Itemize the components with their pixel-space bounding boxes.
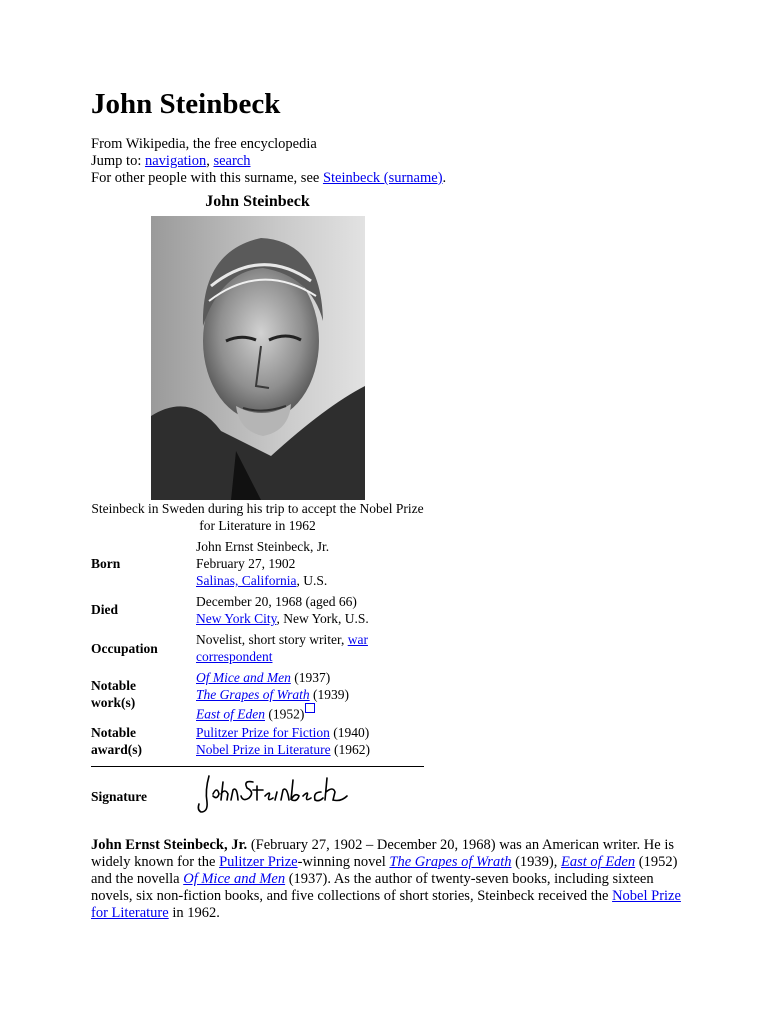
lead-nobel-prize-link[interactable]: Nobel Prize for Literature [91, 888, 681, 921]
grapes-of-wrath-link[interactable]: The Grapes of Wrath [196, 687, 310, 702]
infobox-divider [91, 766, 424, 767]
jump-navigation-link[interactable]: navigation [144, 153, 207, 169]
jump-to-line [91, 153, 711, 170]
pulitzer-prize-link[interactable]: Pulitzer Prize [219, 854, 298, 870]
salinas-link[interactable]: Salinas, California [196, 573, 297, 588]
work3-year: (1952) [265, 706, 305, 722]
hatnote-suffix: . [442, 170, 447, 186]
birth-date: February 27, 1902 [196, 556, 296, 571]
birth-place-suffix: , U.S. [296, 573, 328, 588]
occupation-text: Novelist, short story writer, [196, 632, 348, 647]
infobox-row-occupation [91, 631, 424, 667]
from-wikipedia-text: From Wikipedia, the free encyclopedia [91, 136, 317, 152]
awards-label-line2: award(s) [91, 742, 142, 757]
works-label-line2: work(s) [91, 695, 136, 710]
works-value [196, 669, 424, 723]
occupation-value [196, 631, 424, 665]
lead-text-2: -winning novel [297, 854, 390, 870]
died-value [196, 593, 424, 627]
work2-year: (1939) [309, 687, 350, 702]
lead-of-mice-and-men-link[interactable]: Of Mice and Men [183, 871, 286, 887]
hatnote-text: For other people with this surname, see [91, 170, 323, 186]
of-mice-and-men-link[interactable]: Of Mice and Men [196, 670, 291, 685]
intro-block [91, 136, 711, 187]
lead-east-of-eden-link[interactable]: East of Eden [561, 854, 636, 870]
awards-value [196, 724, 424, 758]
citation-icon[interactable] [305, 703, 315, 713]
death-place-suffix: , New York, U.S. [276, 611, 369, 626]
died-label: Died [91, 602, 118, 617]
awards-label [91, 724, 191, 758]
born-value [196, 538, 424, 589]
lead-text-3: (1939), [511, 854, 562, 870]
infobox-row-born [91, 538, 424, 590]
occupation-label: Occupation [91, 641, 158, 656]
lead-paragraph [91, 837, 681, 922]
lead-text-4: (1952) and the novella [91, 854, 678, 887]
award1-year: (1940) [329, 725, 370, 740]
birth-place [196, 572, 424, 589]
award2-year: (1962) [330, 742, 370, 757]
birth-name: John Ernst Steinbeck, Jr. [196, 539, 330, 554]
infobox-row-awards [91, 724, 424, 760]
new-york-city-link[interactable]: New York City [196, 611, 277, 626]
work1-year: (1937) [290, 670, 331, 685]
works-label [91, 677, 191, 711]
infobox-row-works [91, 669, 424, 722]
death-place [196, 610, 424, 627]
born-label: Born [91, 556, 121, 571]
portrait-image [151, 216, 365, 500]
war-correspondent-link-1[interactable]: war [347, 632, 368, 647]
jump-to-label: Jump to: [91, 153, 145, 169]
jump-search-link[interactable]: search [213, 153, 251, 169]
nobel-prize-literature-link[interactable]: Nobel Prize in Literature [196, 742, 331, 757]
lead-grapes-of-wrath-link[interactable]: The Grapes of Wrath [389, 854, 512, 870]
lead-text-1: (February 27, 1902 – December 20, 1968) was an American writer. He is widely known for the [91, 837, 675, 870]
hatnote [91, 170, 711, 187]
lead-bold-name: John Ernst Steinbeck, Jr. [91, 837, 248, 853]
lead-text-5: (1937). As the author of twenty-seven books, including sixteen novels, six non-fiction books, and five collections of short stories, Steinbeck received the [91, 871, 654, 904]
infobox-title: John Steinbeck [205, 193, 310, 210]
lead-text-6: in 1962. [168, 905, 220, 921]
death-date: December 20, 1968 (aged 66) [196, 594, 357, 609]
portrait-photo[interactable] [151, 216, 365, 500]
awards-label-line1: Notable [91, 725, 136, 740]
photo-caption: Steinbeck in Sweden during his trip to accept the Nobel Prize for Literature in 1962 [91, 501, 424, 533]
pulitzer-prize-fiction-link[interactable]: Pulitzer Prize for Fiction [196, 725, 330, 740]
steinbeck-surname-link[interactable]: Steinbeck (surname) [322, 170, 443, 186]
signature-image[interactable] [195, 772, 355, 816]
east-of-eden-link[interactable]: East of Eden [196, 706, 265, 722]
infobox-row-died [91, 593, 424, 629]
page-title: John Steinbeck [91, 88, 281, 120]
works-label-line1: Notable [91, 678, 136, 693]
signature-label: Signature [91, 789, 148, 804]
jump-separator: , [206, 153, 214, 169]
war-correspondent-link-2[interactable]: correspondent [196, 649, 273, 664]
